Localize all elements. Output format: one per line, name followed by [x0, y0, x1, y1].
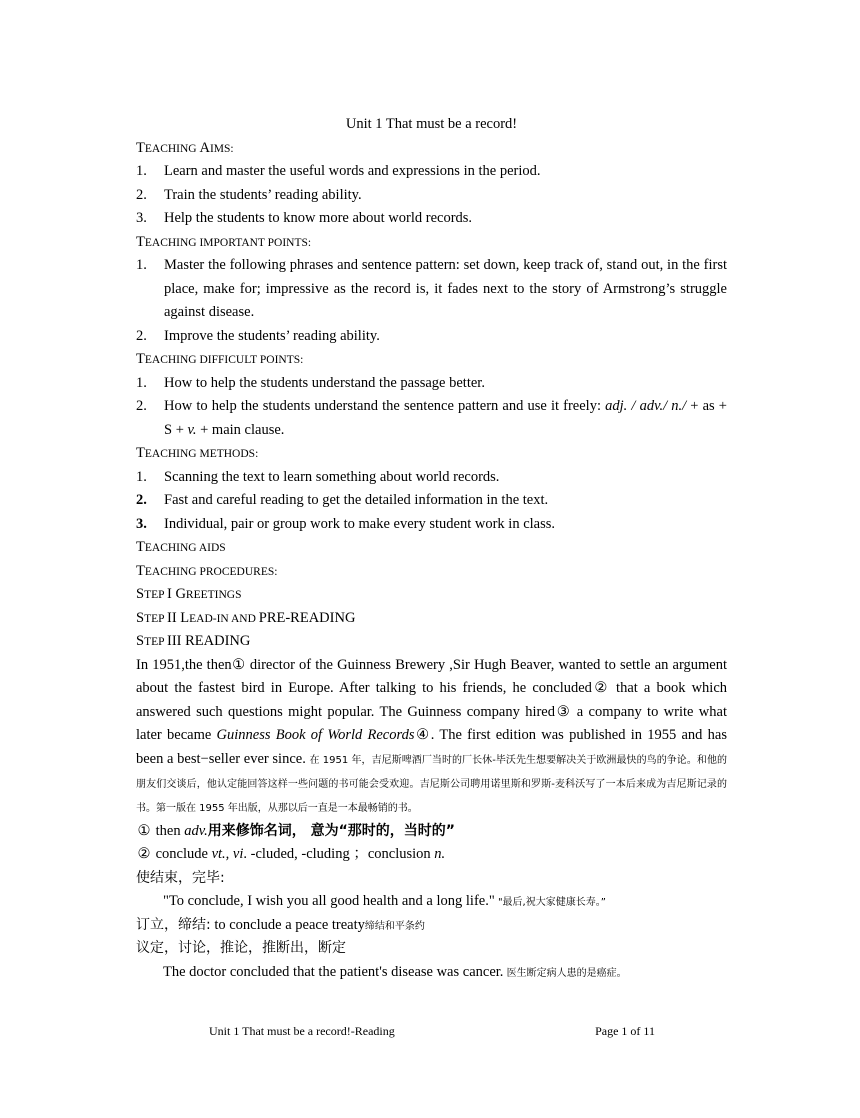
list-item: 3. Help the students to know more about world records.: [136, 210, 473, 226]
aids-heading: TEACHING AIDS: [136, 539, 226, 555]
sense-heading: 订立，缔结: to conclude a peace treaty缔结和平条约: [136, 916, 425, 933]
list-item: 2. Fast and careful reading to get the detailed information in the text.: [136, 492, 549, 508]
sense-heading: 议定，讨论，推论，推断出，断定: [136, 940, 346, 956]
methods-heading: TEACHING METHODS:: [136, 445, 259, 461]
step-2-heading: STEP II LEAD-IN AND PRE-READING: [136, 609, 356, 626]
list-item: 1. Master the following phrases and sentence pattern: set down, keep track of, stand out, in the first place, make for; impressive as the record is, it fades next to the story of Armstrong’s struggle against disease.: [136, 257, 727, 320]
page-title: Unit 1 That must be a record!: [345, 116, 518, 132]
list-item: 2. How to help the students understand the sentence pattern and use it freely: adj. / adv./ n./ + as + S + v. + main clause.: [136, 398, 727, 438]
procedures-heading: TEACHING PROCEDURES:: [136, 562, 278, 579]
reading-passage: In 1951,the then① director of the Guinness Brewery ,Sir Hugh Beaver, wanted to settle an argument about the fastest bird in Europe. After talking to his friends, he concluded② that a book which answered such questions might popular. The Guinness company hired③ a company to write what later became Guinness Book of World Records④. The first edition was published in 1955 and has been a best−seller ever since. 在 1951 年，吉尼斯啤酒厂当时的厂长休-毕沃先生想要解决关于欧洲最快的鸟的争论。和他的朋友们交谈后，他认定能回答这样一些问题的书可能会受欢迎。吉尼斯公司聘用诺里斯和罗斯-麦科沃写了一本后来成为吉尼斯记录的书。第一版在 1955 年出版，从那以后一直是一本最畅销的书。: [136, 656, 728, 814]
step-1-heading: STEP I GREETINGS: [136, 586, 242, 602]
teaching-aims-heading: TEACHING AIMS:: [136, 139, 234, 156]
list-item: 2. Train the students’ reading ability.: [136, 186, 362, 203]
list-item: 1. How to help the students understand the passage better.: [136, 374, 485, 391]
example-sentence: The doctor concluded that the patient's disease was cancer. 医生断定病人患的是癌症。: [163, 963, 627, 980]
list-item: 1. Learn and master the useful words and expressions in the period.: [136, 163, 541, 179]
sense-heading: 使结束，完毕:: [136, 869, 225, 886]
passage-translation: 在 1951 年，吉尼斯啤酒厂当时的厂长休-毕沃先生想要解决关于欧洲最快的鸟的争论。和他的朋友们交谈后，他认定能回答这样一些问题的书可能会受欢迎。吉尼斯公司聘用诺里斯和罗斯-麦科沃写了一本后来成为吉尼斯记录的书。第一版在 1955 年出版，从那以后一直是一本最畅销的书。: [136, 754, 727, 814]
document-body: [136, 113, 727, 984]
step-3-heading: STEP III READING: [136, 633, 251, 649]
note-then: ① then adv.用来修饰名词， 意为“那时的，当时的”: [137, 822, 455, 839]
note-conclude: ② conclude vt., vi. -cluded, -cluding ；conclusion n.: [137, 846, 446, 862]
list-item: 2. Improve the students’ reading ability.: [136, 327, 380, 344]
page-number: Page 1 of 11: [595, 1024, 655, 1038]
difficult-points-heading: TEACHING DIFFICULT POINTS:: [136, 351, 304, 367]
list-item: 3. Individual, pair or group work to make every student work in class.: [136, 515, 556, 532]
example-sentence: "To conclude, I wish you all good health and a long life." "最后,祝大家健康长寿。”: [163, 893, 606, 909]
footer-title: Unit 1 That must be a record!-Reading: [209, 1024, 395, 1038]
important-points-heading: TEACHING IMPORTANT POINTS:: [136, 233, 312, 250]
list-item: 1. Scanning the text to learn something about world records.: [136, 468, 500, 485]
